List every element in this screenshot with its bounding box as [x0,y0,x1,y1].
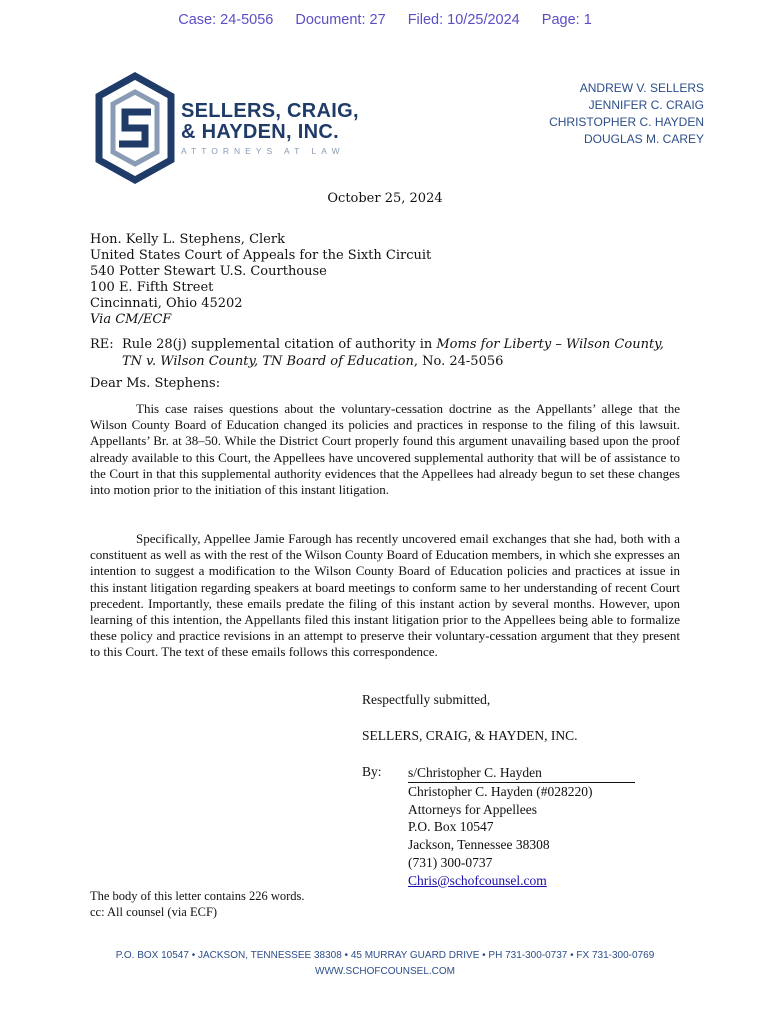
signer-email-link[interactable]: Chris@schofcounsel.com [408,872,547,888]
delivery-method: Via CM/ECF [90,312,172,327]
firm-logo-mark-icon [95,72,175,184]
address-line: 540 Potter Stewart U.S. Courthouse [90,264,327,279]
signer-phone: (731) 300-0737 [408,854,493,870]
by-label: By: [362,764,382,779]
firm-tagline: ATTORNEYS AT LAW [181,145,345,156]
footer-website: WWW.SCHOFCOUNSEL.COM [315,966,455,977]
case-number: Case: 24-5056 [178,12,274,28]
case-header [0,12,770,28]
document-number: Document: 27 [295,12,386,28]
letterhead-footer [0,948,770,980]
electronic-signature: s/Christopher C. Hayden [408,764,635,783]
partner-name: CHRISTOPHER C. HAYDEN [549,115,704,129]
salutation: Dear Ms. Stephens: [90,376,221,391]
address-line: United States Court of Appeals for the Sixth Circuit [90,248,432,263]
footer-address: P.O. BOX 10547 • JACKSON, TENNESSEE 38308 • 45 MURRAY GUARD DRIVE • PH 731-300-0737 • FX 731-300-0769 [115,950,655,961]
body-paragraph-text: Specifically, Appellee Jamie Farough has recently uncovered email exchanges that she had, both with a constituent as well as with the rest of the Wilson County Board of Education members, in which she expresses an intention to suggest a modification to the Wilson County Board of Education policies and practices at issue in this instant litigation regarding speakers at board meetings to conform same to her understanding of recent Court precedent. Importantly, these emails predate the filing of this instant action by several months. However, upon learning of this intention, the Appellants filed this instant litigation prior to the Appellees being able to formalize these policy and practice revisions in an attempt to preserve their voluntary-cessation argument that they present to this Court. The text of these emails follows this correspondence. [90,531,680,660]
body-paragraph-text: This case raises questions about the voluntary-cessation doctrine as the Appellants’ allege that the Wilson County Board of Education changed its policies and practices in response to the filing of this lawsuit. Appellants’ Br. at 38–50. While the District Court properly found this argument unavailing based upon the proof already available to this Court, the Appellees have uncovered supplemental authority that will be of assistance to the Court in that this supplemental authority evidences that the Appellees had already begun to set these changes into motion prior to the initiation of this instant litigation. [90,401,680,498]
partner-name: DOUGLAS M. CAREY [583,132,704,146]
cc-line: cc: All counsel (via ECF) [90,905,218,919]
firm-logo [95,72,359,184]
letter-date: October 25, 2024 [327,191,443,206]
re-line [90,337,690,371]
filed-date: Filed: 10/25/2024 [407,12,520,28]
re-label: RE: [90,337,114,352]
closing: Respectfully submitted, [362,692,491,707]
partner-name: JENNIFER C. CRAIG [588,98,704,112]
re-text-after: , No. 24-5056 [413,353,504,369]
partner-name: ANDREW V. SELLERS [579,81,704,95]
signer-name: Christopher C. Hayden (#028220) [408,783,593,799]
recipient-address [90,232,431,328]
letter-footnotes [90,888,305,920]
address-line: Cincinnati, Ohio 45202 [90,296,243,311]
re-text [122,337,682,370]
signer-po-box: P.O. Box 10547 [408,819,494,835]
address-line: 100 E. Fifth Street [90,280,214,295]
re-case-name: Moms for Liberty – Wilson County, TN v. Wilson County, TN Board of Education [122,337,664,369]
signer-role: Attorneys for Appellees [408,801,537,817]
signer-city: Jackson, Tennessee 38308 [408,837,550,853]
firm-name-line1: SELLERS, CRAIG, [181,99,359,122]
signature-firm: SELLERS, CRAIG, & HAYDEN, INC. [362,728,578,743]
word-count: The body of this letter contains 226 words. [90,889,305,903]
body-paragraph [90,531,680,661]
firm-name-line2: & HAYDEN, INC. [181,120,339,143]
address-line: Hon. Kelly L. Stephens, Clerk [90,232,285,247]
partner-list [549,80,704,148]
signature-details [408,764,635,890]
body-paragraph [90,401,680,498]
page-number: Page: 1 [541,12,592,28]
signature-block [362,764,682,888]
re-text-before: Rule 28(j) supplemental citation of authority in [122,337,437,352]
